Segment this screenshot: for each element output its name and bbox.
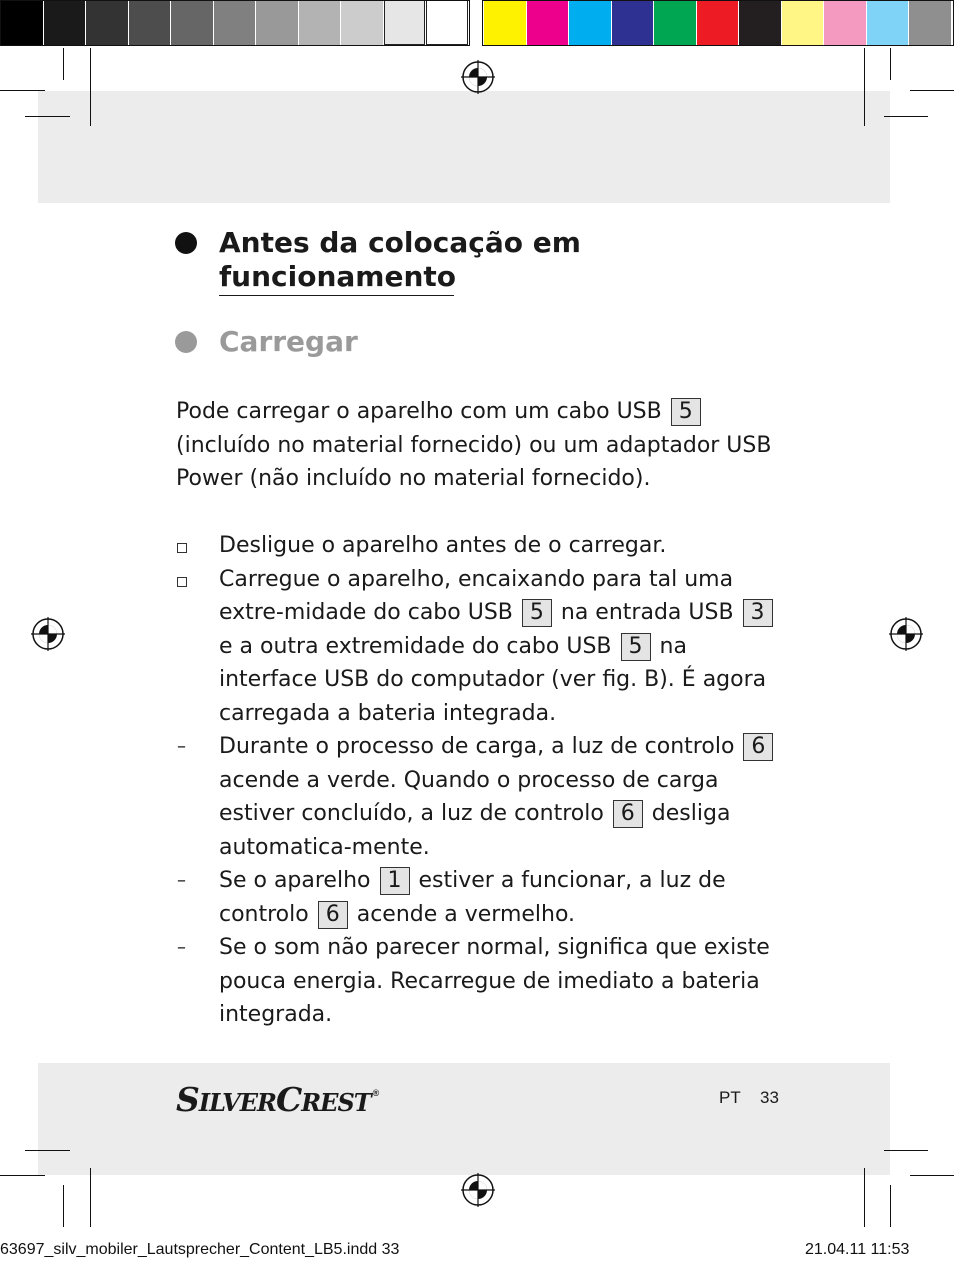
part-ref-badge: 6 xyxy=(613,800,643,828)
part-ref-badge: 6 xyxy=(743,733,773,761)
gray-swatch xyxy=(44,0,86,45)
heading-bullet-icon xyxy=(175,232,197,254)
list-item xyxy=(176,563,786,731)
registration-mark-icon xyxy=(31,617,65,651)
section-heading xyxy=(219,226,581,294)
crop-mark xyxy=(864,48,865,126)
crop-mark xyxy=(910,1175,954,1176)
gray-swatch xyxy=(214,0,256,45)
crop-mark xyxy=(63,1185,64,1227)
gray-swatch xyxy=(129,0,171,45)
crop-mark xyxy=(25,116,70,117)
part-ref-badge: 1 xyxy=(380,867,410,895)
intro-text: Pode carregar o aparelho com um cabo USB xyxy=(176,399,662,424)
print-timestamp: 21.04.11 11:53 xyxy=(805,1241,910,1258)
print-color-bar xyxy=(0,0,954,46)
crop-mark xyxy=(884,116,928,117)
footer-band xyxy=(38,1063,890,1175)
header-band xyxy=(38,91,890,203)
list-item-text: Se o som não parecer normal, significa que existe pouca energia. Recarregue de imediato a bateria integrada. xyxy=(219,935,770,1027)
section-heading-line-2: funcionamento xyxy=(219,260,457,293)
list-item-text: acende a vermelho. xyxy=(356,901,576,927)
crop-mark xyxy=(90,48,91,126)
list-item xyxy=(176,730,786,864)
part-ref-badge: 5 xyxy=(671,398,701,426)
list-item xyxy=(176,529,786,563)
gray-swatch xyxy=(1,0,43,45)
gray-swatch xyxy=(256,0,298,45)
language-code: PT xyxy=(719,1088,741,1107)
part-ref-badge: 5 xyxy=(621,633,651,661)
gray-swatch xyxy=(426,0,468,45)
crop-mark xyxy=(890,48,891,80)
list-item-text: Carregue o aparelho, encaixando para tal uma extre-midade do cabo USB xyxy=(219,566,734,625)
crop-mark xyxy=(864,1168,865,1227)
part-ref-badge: 6 xyxy=(318,901,348,929)
registration-mark-icon xyxy=(461,1173,495,1207)
gray-swatch xyxy=(299,0,341,45)
crop-mark xyxy=(63,48,64,80)
gray-swatch xyxy=(384,0,426,45)
color-swatch xyxy=(527,0,569,45)
gray-swatch xyxy=(341,0,383,45)
color-swatch xyxy=(697,0,739,45)
color-swatch xyxy=(909,0,951,45)
dash-bullet: – xyxy=(177,870,186,891)
crop-mark xyxy=(0,1175,45,1176)
part-ref-badge: 3 xyxy=(743,599,773,627)
gray-swatch xyxy=(171,0,213,45)
list-item-text: acende a verde. Quando o processo de carga estiver concluído, a luz de controlo xyxy=(219,767,719,826)
color-swatch xyxy=(484,0,526,45)
list-item-text: desliga automatica-mente. xyxy=(219,801,731,860)
color-swatch xyxy=(569,0,611,45)
indd-filename: 63697_silv_mobiler_Lautsprecher_Content_LB5.indd 33 xyxy=(0,1241,400,1258)
crop-mark xyxy=(0,90,45,91)
color-swatch xyxy=(824,0,866,45)
list-item xyxy=(176,931,786,1032)
color-swatch xyxy=(612,0,654,45)
subsection-heading: Carregar xyxy=(219,325,358,358)
color-swatch xyxy=(867,0,909,45)
intro-text: (incluído no material fornecido) ou um adaptador USB Power (não incluído no material fornecido). xyxy=(176,432,772,491)
gray-swatch xyxy=(86,0,128,45)
list-item-text: Desligue o aparelho antes de o carregar. xyxy=(219,533,667,558)
silvercrest-logo: SILVERCREST ® xyxy=(176,1080,379,1119)
dash-bullet: – xyxy=(177,937,186,958)
crop-mark xyxy=(25,1150,70,1151)
list-item xyxy=(176,864,786,931)
subheading-bullet-icon xyxy=(175,331,197,353)
intro-paragraph xyxy=(176,395,786,496)
color-swatch xyxy=(739,0,781,45)
crop-mark xyxy=(884,1150,928,1151)
instruction-list xyxy=(176,529,786,1032)
page-number: 33 xyxy=(760,1088,779,1107)
color-swatch xyxy=(654,0,696,45)
list-item-text: na interface USB do computador (ver fig. B). É agora carregada a bateria integrada. xyxy=(219,633,767,726)
list-item-text: e a outra extremidade do cabo USB xyxy=(219,633,612,659)
section-heading-line-1: Antes da colocação em xyxy=(219,226,581,259)
registration-mark-icon xyxy=(889,617,923,651)
color-swatch xyxy=(782,0,824,45)
list-item-text: na entrada USB xyxy=(560,600,734,625)
list-item-text: estiver a funcionar, a luz de controlo xyxy=(219,868,726,927)
part-ref-badge: 5 xyxy=(522,599,552,627)
list-item-text: Durante o processo de carga, a luz de controlo xyxy=(219,734,735,759)
crop-mark xyxy=(890,1185,891,1227)
registration-mark-icon xyxy=(461,60,495,94)
list-item-text: Se o aparelho xyxy=(219,868,371,893)
crop-mark xyxy=(910,90,954,91)
heading-underline xyxy=(219,295,454,296)
crop-mark xyxy=(90,1168,91,1227)
dash-bullet: – xyxy=(177,736,186,757)
